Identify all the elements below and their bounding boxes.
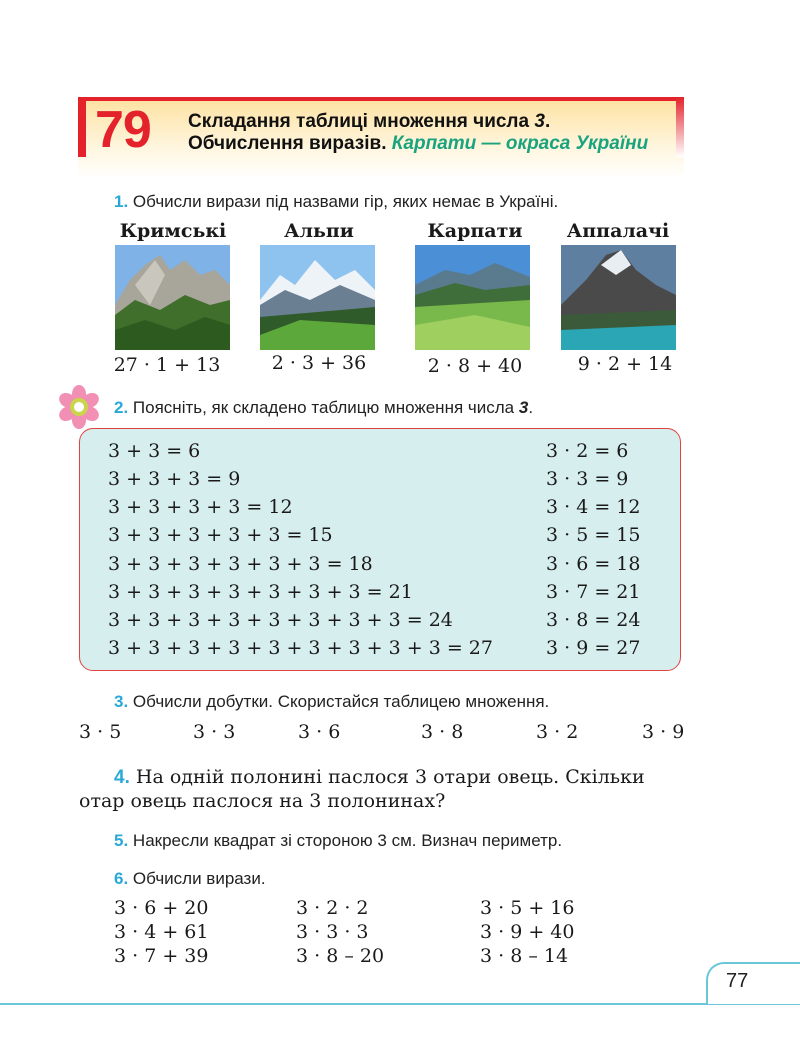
- banner-left-stripe: [78, 97, 86, 157]
- task3-product: 3 · 8: [421, 721, 464, 743]
- product-row: 3 · 6 = 18: [546, 553, 641, 575]
- sum-row: 3 + 3 = 6: [108, 440, 201, 462]
- task3-instruction: [114, 692, 549, 712]
- task3-number: 3.: [114, 692, 129, 711]
- task2-text-end: .: [528, 398, 534, 417]
- banner-right-stripe: [676, 97, 684, 157]
- task6-expr: 3 · 8 – 14: [480, 945, 569, 967]
- sum-row: 3 + 3 + 3 + 3 + 3 + 3 = 18: [108, 553, 373, 575]
- task6-expr: 3 · 7 + 39: [114, 945, 209, 967]
- sum-row: 3 + 3 + 3 + 3 + 3 + 3 + 3 + 3 + 3 = 27: [108, 637, 493, 659]
- lesson-number: 79: [95, 101, 151, 159]
- task6-column1: [114, 896, 208, 968]
- mountain-name-appalachians: Аппалачі: [566, 220, 670, 242]
- task3-product: 3 · 5: [79, 721, 122, 743]
- mountain-expr-appalachians: 9 · 2 + 14: [577, 353, 673, 375]
- lesson-topic: Карпати — окраса України: [391, 133, 649, 154]
- task6-number: 6.: [114, 869, 129, 888]
- task1-number: 1.: [114, 192, 129, 211]
- task6-column3: [480, 896, 574, 968]
- task6-expr: 3 · 3 · 3: [296, 921, 369, 943]
- alps-photo: [260, 245, 375, 350]
- mountain-expr-alps: 2 · 3 + 36: [271, 352, 367, 374]
- sum-row: 3 + 3 + 3 + 3 + 3 = 15: [108, 524, 333, 546]
- product-row: 3 · 7 = 21: [546, 581, 641, 603]
- task1-text: Обчисли вирази під назвами гір, яких немає в Україні.: [132, 192, 559, 211]
- task6-instruction: [114, 869, 266, 889]
- task2-text-number: 3: [518, 398, 529, 417]
- task4-text-line2: отар овець паслося на 3 полонинах?: [79, 790, 446, 812]
- mountain-expr-carpathians: 2 · 8 + 40: [427, 355, 523, 377]
- page-number: 77: [726, 970, 749, 992]
- product-row: 3 · 4 = 12: [546, 496, 641, 518]
- task6-column2: [296, 896, 384, 968]
- task4-number: 4.: [114, 767, 130, 788]
- mountain-name-alps: Альпи: [284, 220, 354, 242]
- task6-expr: 3 · 5 + 16: [480, 897, 575, 919]
- mountain-name-crimean: Кримські: [119, 220, 227, 242]
- task3-product: 3 · 6: [298, 721, 341, 743]
- sum-row: 3 + 3 + 3 + 3 + 3 + 3 + 3 + 3 = 24: [108, 609, 453, 631]
- task3-product: 3 · 3: [193, 721, 236, 743]
- mountain-expr-crimean: 27 · 1 + 13: [113, 354, 221, 376]
- task2-instruction: [114, 398, 533, 418]
- product-row: 3 · 9 = 27: [546, 637, 641, 659]
- product-row: 3 · 5 = 15: [546, 524, 641, 546]
- task1-instruction: [114, 192, 558, 212]
- task3-product: 3 · 9: [642, 721, 685, 743]
- mountain-name-carpathians: Карпати: [427, 220, 523, 242]
- task6-expr: 3 · 6 + 20: [114, 897, 209, 919]
- lesson-title: [188, 111, 658, 155]
- product-row: 3 · 8 = 24: [546, 609, 641, 631]
- task6-expr: 3 · 8 – 20: [296, 945, 385, 967]
- task2-number: 2.: [114, 398, 129, 417]
- task3-product: 3 · 2: [536, 721, 579, 743]
- task3-text: Обчисли добутки. Скористайся таблицею множення.: [132, 692, 550, 711]
- lesson-title-part2: . Обчислення виразів.: [188, 111, 551, 154]
- page-footer-line: [0, 1003, 800, 1005]
- sum-row: 3 + 3 + 3 + 3 = 12: [108, 496, 293, 518]
- product-row: 3 · 2 = 6: [546, 440, 629, 462]
- lesson-title-number: 3: [534, 111, 545, 132]
- task5-instruction: [114, 831, 562, 851]
- sum-row: 3 + 3 + 3 + 3 + 3 + 3 + 3 = 21: [108, 581, 413, 603]
- task6-text: Обчисли вирази.: [132, 869, 266, 888]
- carpathians-photo: [415, 245, 530, 350]
- crimean-mountains-photo: [115, 245, 230, 350]
- product-row: 3 · 3 = 9: [546, 468, 629, 490]
- task4-line1: [114, 766, 645, 789]
- task2-text: Поясніть, як складено таблицю множення числа: [132, 398, 519, 417]
- task6-expr: 3 · 2 · 2: [296, 897, 369, 919]
- page-number-tab: [706, 962, 800, 1004]
- sum-row: 3 + 3 + 3 = 9: [108, 468, 241, 490]
- task4-text-line1: На одній полонині паслося 3 отари овець. Скільки: [135, 766, 645, 788]
- task6-expr: 3 · 9 + 40: [480, 921, 575, 943]
- task5-text: Накресли квадрат зі стороною 3 см. Визнач периметр.: [132, 831, 563, 850]
- appalachians-photo: [561, 245, 676, 350]
- lesson-title-part1: Складання таблиці множення числа: [188, 111, 535, 132]
- flower-icon: [56, 384, 102, 430]
- task5-number: 5.: [114, 831, 129, 850]
- task6-expr: 3 · 4 + 61: [114, 921, 209, 943]
